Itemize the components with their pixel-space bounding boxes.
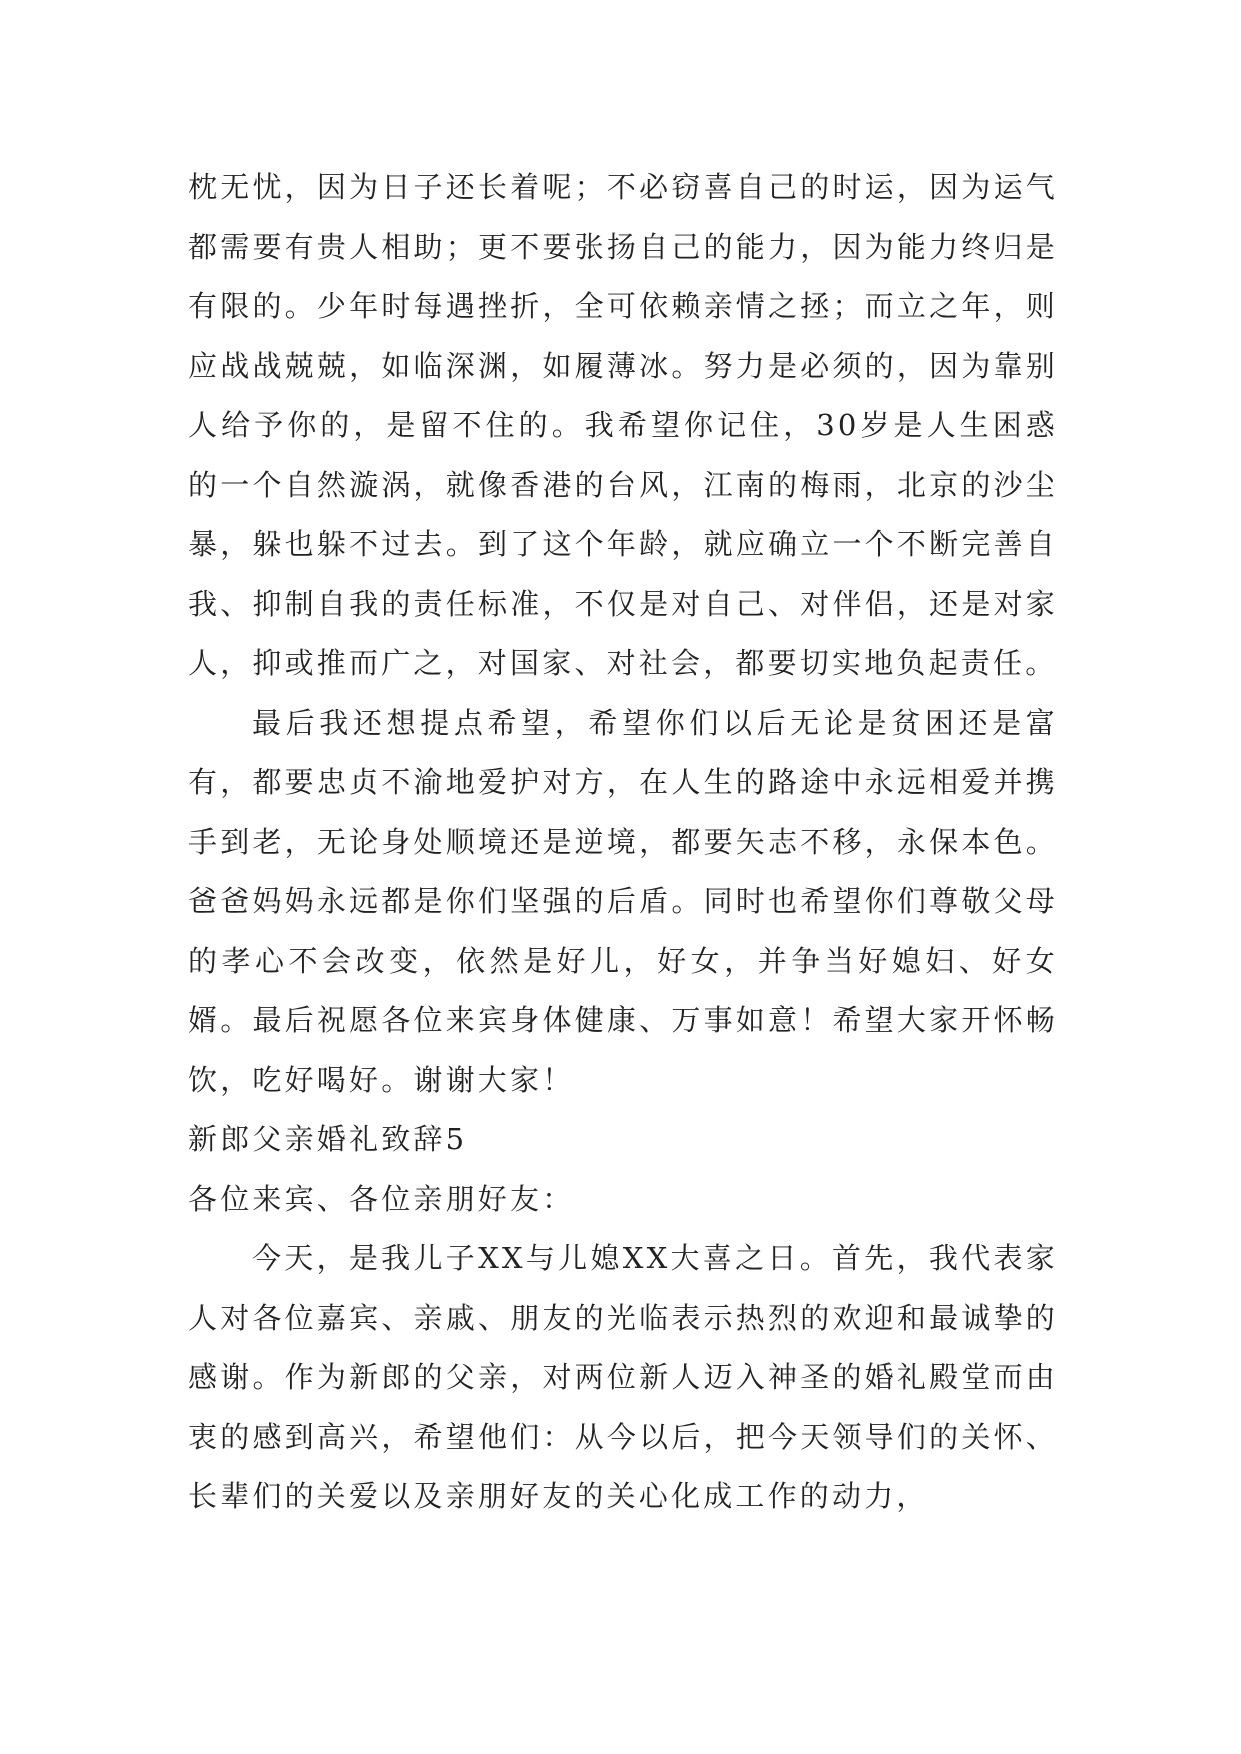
section-heading: 新郎父亲婚礼致辞5	[188, 1122, 468, 1156]
document-body	[188, 158, 1058, 1527]
salutation: 各位来宾、各位亲朋好友：	[188, 1181, 575, 1216]
paragraph-continued: 枕无忧，因为日子还长着呢；不必窃喜自己的时运，因为运气都需要有贵人相助；更不要张扬自己的能力，因为能力终归是有限的。少年时每遇挫折，全可依赖亲情之拯；而立之年，则应战战兢兢，如临深渊，如履薄冰。努力是必须的，因为靠别人给予你的，是留不住的。我希望你记住，30岁是人生困惑的一个自然漩涡，就像香港的台风，江南的梅雨，北京的沙尘暴，躲也躲不过去。到了这个年龄，就应确立一个不断完善自我、抑制自我的责任标准，不仅是对自己、对伴侣，还是对家人，抑或推而广之，对国家、对社会，都要切实地负起责任。	[188, 170, 1058, 680]
paragraph-closing-wishes: 最后我还想提点希望，希望你们以后无论是贫困还是富有，都要忠贞不渝地爱护对方，在人生的路途中永远相爱并携手到老，无论身处顺境还是逆境，都要矢志不移，永保本色。爸爸妈妈永远都是你们坚强的后盾。同时也希望你们尊敬父母的孝心不会改变，依然是好儿，好女，并争当好媳妇、好女婿。最后祝愿各位来宾身体健康、万事如意！希望大家开怀畅饮，吃好喝好。谢谢大家！	[188, 705, 1058, 1097]
paragraph-opening: 今天，是我儿子XX与儿媳XX大喜之日。首先，我代表家人对各位嘉宾、亲戚、朋友的光临表示热烈的欢迎和最诚挚的感谢。作为新郎的父亲，对两位新人迈入神圣的婚礼殿堂而由衷的感到高兴，希望他们：从今以后，把今天领导们的关怀、长辈们的关爱以及亲朋好友的关心化成工作的动力，	[188, 1241, 1058, 1513]
